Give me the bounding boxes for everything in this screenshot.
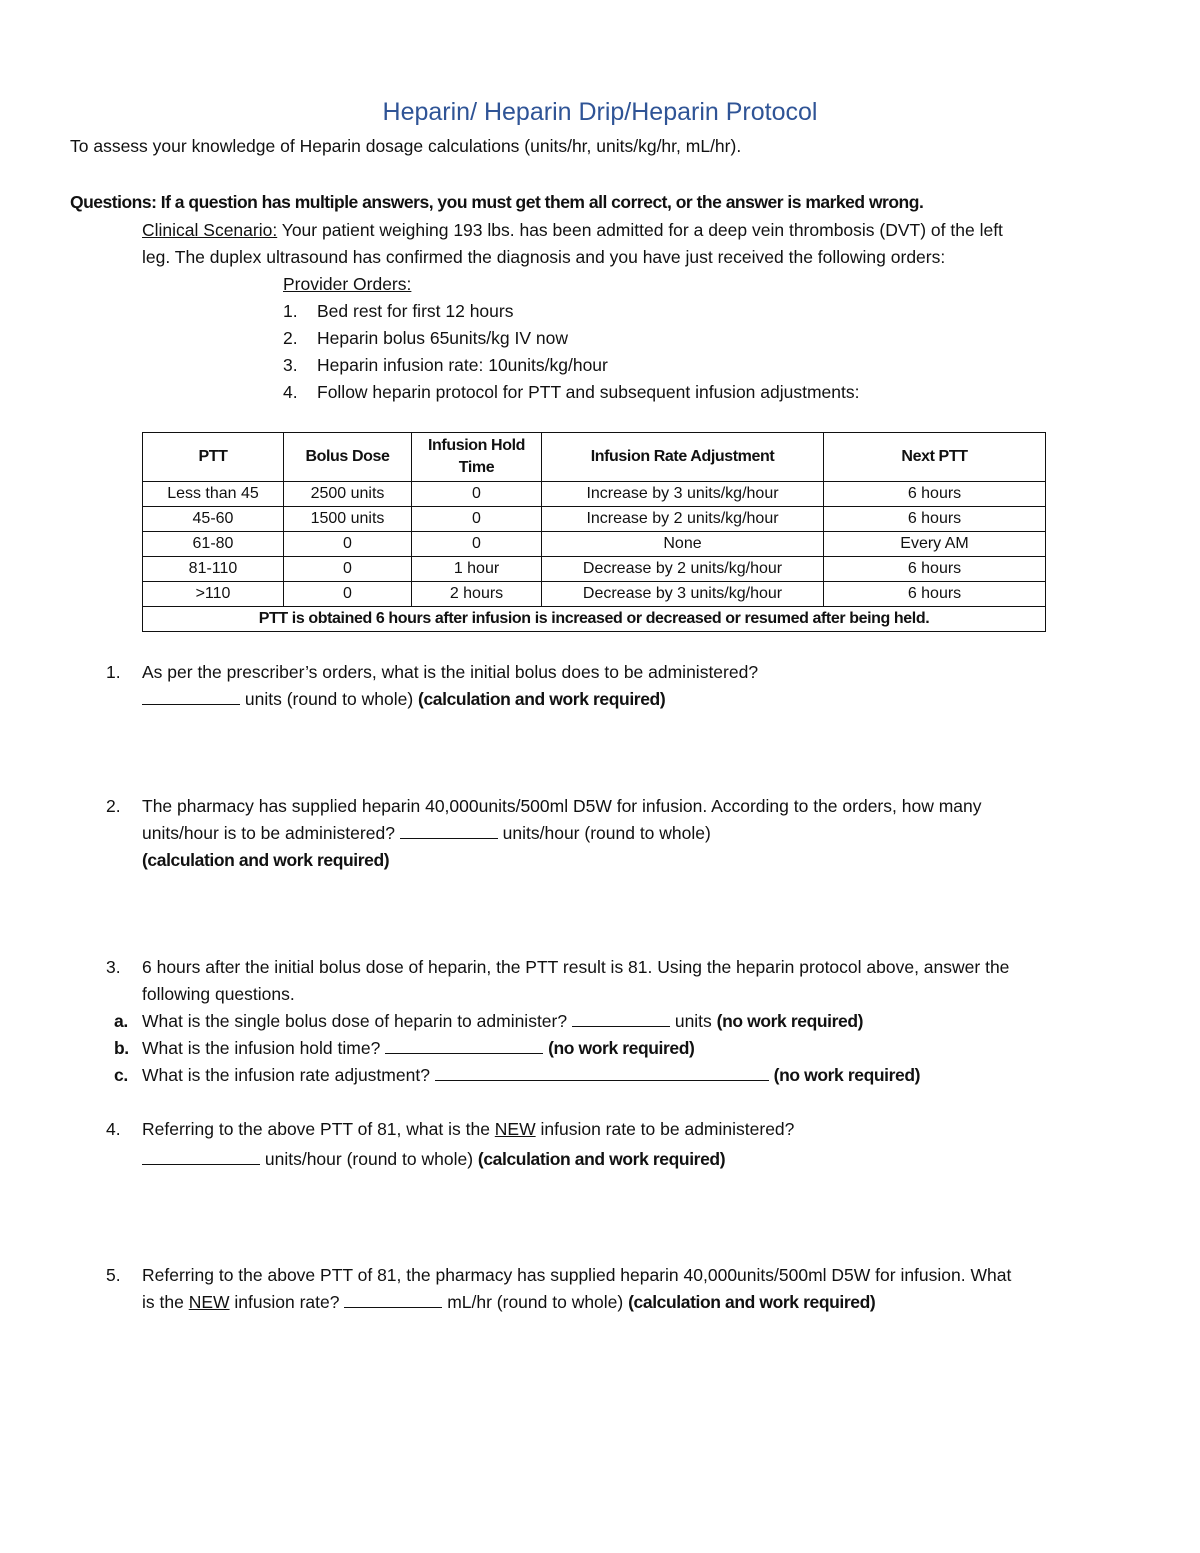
sub-question-letter: b. bbox=[114, 1038, 129, 1058]
table-cell: 0 bbox=[284, 582, 412, 607]
table-cell: 6 hours bbox=[824, 582, 1046, 607]
column-header: Infusion Rate Adjustment bbox=[542, 433, 824, 482]
answer-blank[interactable] bbox=[142, 1150, 260, 1165]
answer-blank[interactable] bbox=[142, 690, 240, 705]
table-cell: 1 hour bbox=[412, 557, 542, 582]
table-cell: 0 bbox=[284, 557, 412, 582]
question-3-text: 6 hours after the initial bolus dose of heparin, the PTT result is 81. Using the heparin protocol above, answer the bbox=[142, 957, 1010, 977]
answer-blank[interactable] bbox=[385, 1039, 543, 1054]
table-cell: Decrease by 3 units/kg/hour bbox=[542, 582, 824, 607]
sub-question-letter: a. bbox=[114, 1011, 128, 1031]
scenario-text-1: Your patient weighing 193 lbs. has been admitted for a deep vein thrombosis (DVT) of the left bbox=[277, 220, 1003, 240]
table-row bbox=[143, 582, 1046, 607]
table-cell: Decrease by 2 units/kg/hour bbox=[542, 557, 824, 582]
question-number: 3. bbox=[106, 957, 121, 977]
table-row bbox=[143, 507, 1046, 532]
question-2-requirement: (calculation and work required) bbox=[142, 850, 390, 870]
order-item: 2. Heparin bolus 65units/kg IV now bbox=[283, 328, 568, 348]
table-cell: 2 hours bbox=[412, 582, 542, 607]
question-1-text: As per the prescriber’s orders, what is the initial bolus does to be administered? bbox=[142, 662, 759, 682]
order-item: 1. Bed rest for first 12 hours bbox=[283, 301, 514, 321]
heparin-protocol-table bbox=[142, 432, 1046, 632]
table-row bbox=[143, 532, 1046, 557]
answer-blank[interactable] bbox=[572, 1012, 670, 1027]
table-cell: 6 hours bbox=[824, 557, 1046, 582]
table-cell: 0 bbox=[412, 507, 542, 532]
column-header: Bolus Dose bbox=[284, 433, 412, 482]
question-2-answer-line: units/hour is to be administered? units/hour (round to whole) bbox=[142, 823, 711, 843]
scenario-label: Clinical Scenario: bbox=[142, 220, 278, 240]
table-footer-note: PTT is obtained 6 hours after infusion is increased or decreased or resumed after being held. bbox=[143, 607, 1046, 632]
order-item: 3. Heparin infusion rate: 10units/kg/hour bbox=[283, 355, 608, 375]
table-cell: Less than 45 bbox=[143, 482, 284, 507]
table-cell: 81-110 bbox=[143, 557, 284, 582]
column-header: Next PTT bbox=[824, 433, 1046, 482]
question-5-text: Referring to the above PTT of 81, the pharmacy has supplied heparin 40,000units/500ml D5W for infusion. What bbox=[142, 1265, 1012, 1285]
table-cell: 6 hours bbox=[824, 482, 1046, 507]
page-title: Heparin/ Heparin Drip/Heparin Protocol bbox=[382, 98, 818, 126]
table-cell: 61-80 bbox=[143, 532, 284, 557]
table-cell: None bbox=[542, 532, 824, 557]
table-footer-row bbox=[143, 607, 1046, 632]
answer-blank[interactable] bbox=[400, 824, 498, 839]
scenario-line-2: leg. The duplex ultrasound has confirmed the diagnosis and you have just received the following orders: bbox=[142, 247, 946, 267]
table-row bbox=[143, 482, 1046, 507]
table-cell: Increase by 3 units/kg/hour bbox=[542, 482, 824, 507]
answer-blank[interactable] bbox=[435, 1066, 769, 1081]
table-cell: 0 bbox=[284, 532, 412, 557]
table-cell: Every AM bbox=[824, 532, 1046, 557]
question-number: 4. bbox=[106, 1119, 121, 1139]
sub-question-c: What is the infusion rate adjustment? (no work required) bbox=[142, 1065, 921, 1085]
scenario-line-1 bbox=[142, 220, 1003, 241]
table-cell: 0 bbox=[412, 532, 542, 557]
question-number: 5. bbox=[106, 1265, 121, 1285]
table-row bbox=[143, 557, 1046, 582]
question-number: 2. bbox=[106, 796, 121, 816]
question-number: 1. bbox=[106, 662, 121, 682]
questions-header: Questions: If a question has multiple answers, you must get them all correct, or the answer is marked wrong. bbox=[70, 192, 924, 212]
table-cell: Increase by 2 units/kg/hour bbox=[542, 507, 824, 532]
table-cell: 0 bbox=[412, 482, 542, 507]
page-subtitle: To assess your knowledge of Heparin dosage calculations (units/hr, units/kg/hr, mL/hr). bbox=[70, 136, 742, 156]
table-cell: 45-60 bbox=[143, 507, 284, 532]
table-cell: >110 bbox=[143, 582, 284, 607]
answer-blank[interactable] bbox=[344, 1293, 442, 1308]
table-cell: 6 hours bbox=[824, 507, 1046, 532]
question-4-answer-line: units/hour (round to whole) (calculation and work required) bbox=[142, 1149, 725, 1170]
sub-question-b: What is the infusion hold time? (no work required) bbox=[142, 1038, 695, 1058]
column-header: Infusion Hold Time bbox=[412, 433, 542, 482]
order-item: 4. Follow heparin protocol for PTT and subsequent infusion adjustments: bbox=[283, 382, 860, 402]
provider-orders-label: Provider Orders: bbox=[283, 274, 412, 294]
question-3-text-2: following questions. bbox=[142, 984, 295, 1004]
question-2-text: The pharmacy has supplied heparin 40,000units/500ml D5W for infusion. According to the orders, how many bbox=[142, 796, 982, 816]
sub-question-a: What is the single bolus dose of heparin to administer? units (no work required) bbox=[142, 1011, 864, 1031]
table-header-row bbox=[143, 433, 1046, 482]
table-cell: 1500 units bbox=[284, 507, 412, 532]
question-5-answer-line: is the NEW infusion rate? mL/hr (round to whole) (calculation and work required) bbox=[142, 1292, 876, 1312]
column-header: PTT bbox=[143, 433, 284, 482]
question-4-text: Referring to the above PTT of 81, what is the NEW infusion rate to be administered? bbox=[142, 1119, 795, 1139]
question-1-answer-line: units (round to whole) (calculation and work required) bbox=[142, 689, 665, 710]
sub-question-letter: c. bbox=[114, 1065, 128, 1085]
table-cell: 2500 units bbox=[284, 482, 412, 507]
